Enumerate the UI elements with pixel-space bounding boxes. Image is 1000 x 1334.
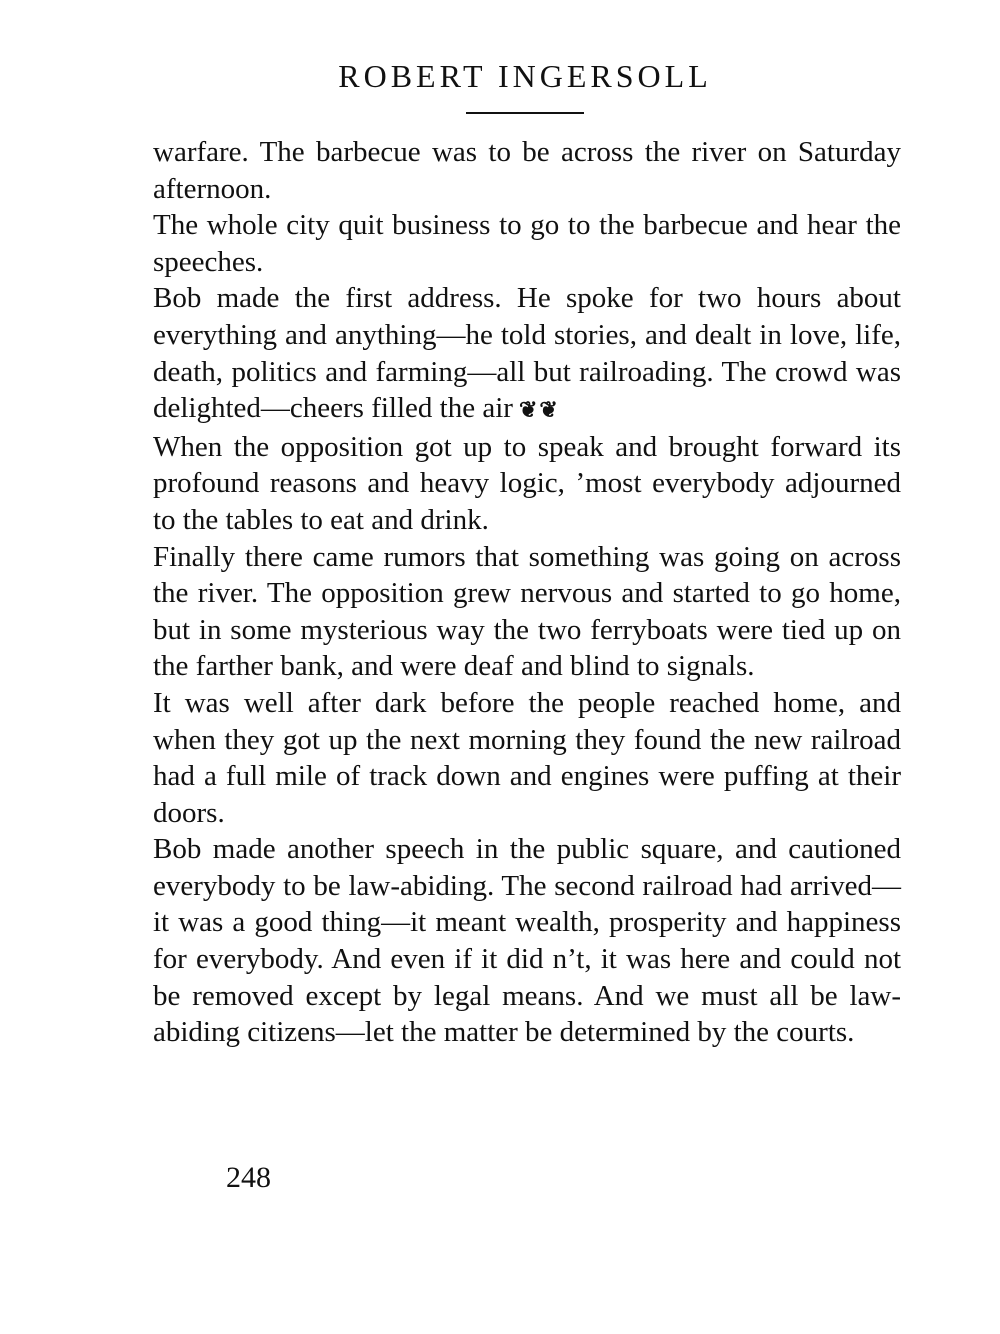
paragraph: Finally there came rumors that something was going on across the river. The opposition grew nervous and started to go home, but in some mysterious way the two ferryboats were tied up on the farther bank, and were deaf and blind to signals. xyxy=(153,540,901,683)
paragraph: It was well after dark before the people reached home, and when they got up the next morning they found the new railroad had a full mile of track down and engines were puffing at their doors. xyxy=(153,686,901,829)
paragraph-text: Bob made the first address. He spoke for two hours about everything and anything—he told stories, and dealt in love, life, death, politics and farming—all but railroading. The crowd was delighted—cheers filled the air xyxy=(153,282,901,425)
ornament-icon: ❦❦ xyxy=(518,397,560,423)
paragraph: The whole city quit business to go to the barbecue and hear the speeches. xyxy=(153,209,901,278)
paragraph: When the opposition got up to speak and brought forward its profound reasons and heavy logic, ’most everybody adjourned to the tables to eat and drink. xyxy=(153,430,901,536)
page-number: 248 xyxy=(226,1161,271,1194)
paragraph: Bob made another speech in the public square, and cautioned everybody to be law-abiding. The second railroad had arrived—it was a good thing—it meant wealth, prosperity and happiness for everybody. And even if it did n’t, it was here and could not be removed except by legal means. And we must all be law-abiding citizens—let the matter be determined by the courts. xyxy=(153,833,901,1049)
paragraph xyxy=(153,280,901,428)
paragraph: warfare. The barbecue was to be across the river on Saturday afternoon. xyxy=(153,136,901,205)
body-text xyxy=(153,134,901,1051)
running-head: ROBERT INGERSOLL xyxy=(338,58,712,94)
head-rule xyxy=(466,112,584,114)
